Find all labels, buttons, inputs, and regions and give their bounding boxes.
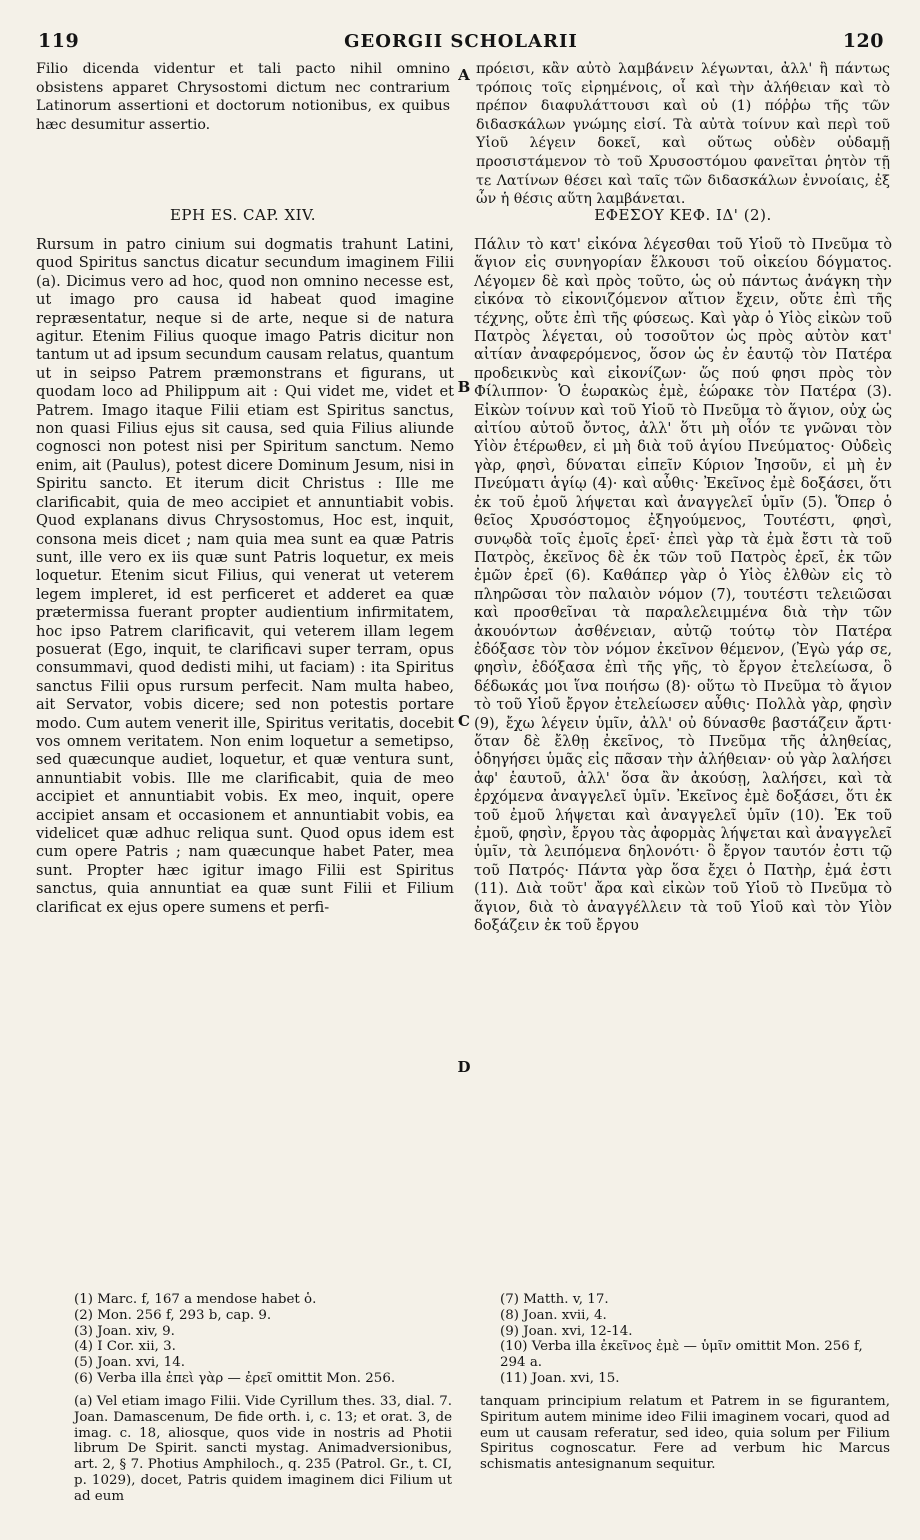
margin-letter-d: D <box>457 1058 471 1076</box>
note: (5) Joan. xvi, 14. <box>74 1355 185 1371</box>
note: (11) Joan. xvi, 15. <box>500 1370 620 1386</box>
section-title-greek: ΕΦΕΣΟΥ ΚΕΦ. ΙΔ' (2). <box>594 206 772 224</box>
notes-right <box>500 1292 890 1387</box>
page-header <box>38 30 884 56</box>
intro-latin: Filio dicenda videntur et tali pacto nihil omnino obsistens apparet Chrysostomi dictum nec contrarium Latinorum assertioni et doctorum notionibus, ex quibus hæc desumitur assertio. <box>36 61 450 133</box>
page-number-left: 119 <box>38 30 80 52</box>
margin-letter-b: B <box>457 378 471 396</box>
note: (8) Joan. xvii, 4. <box>500 1307 607 1323</box>
margin-letter-c: C <box>458 712 470 730</box>
page-number-right: 120 <box>842 30 884 52</box>
section-title-latin: EPH ES. CAP. XIV. <box>169 206 317 224</box>
note: (3) Joan. xiv, 9. <box>74 1323 175 1339</box>
note: (10) Verba illa ἐκεῖνος ἐμὲ — ὑμῖν omittit Mon. 256 f, 294 a. <box>500 1339 863 1371</box>
running-title: GEORGII SCHOLARII <box>344 31 578 52</box>
footnote-a-left: (a) Vel etiam imago Filii. Vide Cyrillum thes. 33, dial. 7. Joan. Damascenum, De fide orth. i, c. 13; et orat. 3, de imag. c. 18, aliosque, quos vide in nostris ad Photii librum De Spirit. sancti mystag. Animadversionibus, art. 2, § 7. Photius Amphiloch., q. 235 (Patrol. Gr., t. CI, p. 1029), docet, Patris quidem imaginem dici Filium ut ad eum <box>74 1394 452 1504</box>
footnote-a-right: tanquam principium relatum et Patrem in se figurantem, Spiritum autem minime ideo Filii imaginem vocari, quod ad eum ut causam referatur, sed ideo, quia solum per Filium Spiritus cognoscatur. Fere ad verbum hic Marcus schismatis antesignanum sequitur. <box>480 1394 890 1473</box>
note: (4) I Cor. xii, 3. <box>74 1339 176 1355</box>
notes-left <box>74 1292 454 1387</box>
note: (7) Matth. v, 17. <box>500 1292 609 1307</box>
greek-text: Πάλιν τὸ κατ' εἰκόνα λέγεσθαι τοῦ Υἱοῦ τὸ Πνεῦμα τὸ ἅγιον εἰς συνηγορίαν ἕλκουσι τοῦ οἰκείου δόγματος. Λέγομεν δὲ καὶ πρὸς τοῦτο, ὡς οὐ πάντως ἀνάγκη τὴν εἰκόνα τὸ εἰκονιζόμενον αἴτιον ἔχειν, οὔτε ἐπὶ τῆς τέχνης, οὔτε ἐπὶ τῆς φύσεως. Καὶ γὰρ ὁ Υἱὸς εἰκὼν τοῦ Πατρὸς λέγεται, οὐ τοσοῦτον ὡς πρὸς αὐτὸν κατ' αἰτίαν ἀναφερόμενος, ὅσον ὡς ἐν ἑαυτῷ τὸν Πατέρα προδεικνὺς καὶ εἰκονίζων· ὥς πού φησι πρὸς τὸν Φίλιππον· Ὁ ἑωρακὼς ἐμὲ, ἑώρακε τὸν Πατέρα (3). Εἰκὼν τοίνυν καὶ τοῦ Υἱοῦ τὸ Πνεῦμα τὸ ἅγιον, οὐχ ὡς αἰτίου αὐτοῦ ὄντος, ἀλλ' ὅτι μὴ οἷόν τε γνῶναι τὸν Υἱὸν ἑτέρωθεν, εἰ μὴ διὰ τοῦ ἁγίου Πνεύματος· Οὐδεὶς γὰρ, φησὶ, δύναται εἰπεῖν Κύριον Ἰησοῦν, εἰ μὴ ἐν Πνεύματι ἁγίῳ (4)· καὶ αὖθις· Ἐκεῖνος ἐμὲ δοξάσει, ὅτι ἐκ τοῦ ἐμοῦ λήψεται καὶ ἀναγγελεῖ ὑμῖν (5). Ὅπερ ὁ θεῖος Χρυσόστομος ἐξηγούμενος, Τουτέστι, φησὶ, συνῳδὰ τοῖς ἐμοῖς ἐρεῖ· ἐπεὶ γὰρ τὰ ἐμὰ ἔστι τὰ τοῦ Πατρὸς, ἐκεῖνος δὲ ἐκ τῶν τοῦ Πατρὸς ἐρεῖ, ἐκ τῶν ἐμῶν ἐρεῖ (6). Καθάπερ γὰρ ὁ Υἱὸς ἐλθὼν εἰς τὸ πληρῶσαι τὸν παλαιὸν νόμον (7), τουτέστι τελειῶσαι καὶ προσθεῖναι τὰ παραλελειμμένα διὰ τὴν τῶν ἀκουόντων ἀσθένειαν, αὐτῷ τούτῳ τὸν Πατέρα ἐδόξασε τὸν τὸν νόμον ἐκεῖνον θέμενον, (Ἐγὼ γάρ σε, φησὶν, ἐδόξασα ἐπὶ τῆς γῆς, τὸ ἔργον ἐτελείωσα, ὃ δέδωκάς μοι ἵνα ποιήσω (8)· οὕτω τὸ Πνεῦμα τὸ ἅγιον τὸ τοῦ Υἱοῦ ἔργον ἐτελείωσεν αὖθις· Πολλὰ γὰρ, φησὶν (9), ἔχω λέγειν ὑμῖν, ἀλλ' οὐ δύνασθε βαστάζειν ἄρτι· ὅταν δὲ ἔλθῃ ἐκεῖνος, τὸ Πνεῦμα τῆς ἀληθείας, ὁδηγήσει ὑμᾶς εἰς πᾶσαν τὴν ἀλήθειαν· οὐ γὰρ λαλήσει ἀφ' ἑαυτοῦ, ἀλλ' ὅσα ἂν ἀκούσῃ, λαλήσει, καὶ τὰ ἐρχόμενα ἀναγγελεῖ ὑμῖν. Ἐκεῖνος ἐμὲ δοξάσει, ὅτι ἐκ τοῦ ἐμοῦ λήψεται καὶ ἀναγγελεῖ ὑμῖν (10). Ἐκ τοῦ ἐμοῦ, φησὶν, ἔργου τὰς ἀφορμὰς λήψεται καὶ ἀναγγελεῖ ὑμῖν, τὰ λειπόμενα δηλονότι· ὃ ἔργον ταυτόν ἐστι τῷ τοῦ Πατρός· Πάντα γὰρ ὅσα ἔχει ὁ Πατὴρ, ἐμά ἐστι (11). Διὰ τοῦτ' ἄρα καὶ εἰκὼν τοῦ Υἱοῦ τὸ Πνεῦμα τὸ ἅγιον, διὰ τὸ ἀναγγέλλειν τὰ τοῦ Υἱοῦ καὶ τὸν Υἱὸν δοξάζειν ἐκ τοῦ ἔργου <box>474 236 892 935</box>
intro-greek: πρόεισι, κἂν αὐτὸ λαμβάνειν λέγωνται, ἀλλ' ἢ πάντως τρόποις τοῖς εἰρημένοις, οἷ καὶ τὴν ἀλήθειαν καὶ τὸ πρέπον διαφυλάττουσι καὶ οὐ (1) πόῤῥω τῆς τῶν διδασκάλων γνώμης εἰσί. Τὰ αὐτὰ τοίνυν καὶ περὶ τοῦ Υἱοῦ λέγειν δοκεῖ, καὶ οὕτως οὐδὲν οὐδαμῇ προσιστάμενον τὸ τοῦ Χρυσοστόμου φανεῖται ῥητὸν τῇ τε Λατίνων θέσει καὶ ταῖς τῶν διδασκάλων ἐννοίαις, ἐξ ὧν ἡ θέσις αὕτη λαμβάνεται. <box>476 61 890 208</box>
latin-text: Rursum in patro cinium sui dogmatis trahunt Latini, quod Spiritus sanctus dicatur secundum imaginem Filii (a). Dicimus vero ad hoc, quod non omnino necesse est, ut imago pro causa id habeat quod imagine repræsentatur, neque si de arte, neque si de natura agitur. Etenim Filius quoque imago Patris dicitur non tantum ut ad ipsum secundum causam relatus, quantum ut in seipso Patrem præmonstrans et figurans, ut quodam loco ad Philippum ait : Qui videt me, videt et Patrem. Imago itaque Filii etiam est Spiritus sanctus, non quasi Filius ejus sit causa, sed quia Filius aliunde cognosci non potest nisi per Spiritum sanctum. Nemo enim, ait (Paulus), potest dicere Dominum Jesum, nisi in Spiritu sancto. Et iterum dicit Christus : Ille me clarificabit, quia de meo accipiet et annuntiabit vobis. Quod explanans divus Chrysostomus, Hoc est, inquit, consona meis dicet ; nam quia mea sunt ea quæ Patris sunt, ille vero ex iis quæ sunt Patris loquetur, ex meis loquetur. Etenim sicut Filius, qui venerat ut veterem legem impleret, id est perficeret et adderet ea quæ prætermissa fuerant propter audientium infirmitatem, hoc ipso Patrem clarificavit, qui veterem illam legem posuerat (Ego, inquit, te clarificavi super terram, opus consummavi, quod dedisti mihi, ut faciam) : ita Spiritus sanctus Filii opus rursum perfecit. Nam multa habeo, ait Servator, vobis dicere; sed non potestis portare modo. Cum autem venerit ille, Spiritus veritatis, docebit vos omnem veritatem. Non enim loquetur a semetipso, sed quæcunque audiet, loquetur, et quæ ventura sunt, annuntiabit vobis. Ille me clarificabit, quia de meo accipiet et annuntiabit vobis. Ex meo, inquit, opere accipiet ansam et occasionem et annuntiabit vobis, ea videlicet quæ adhuc reliqua sunt. Quod opus idem est cum opere Patris ; nam quæcunque habet Pater, mea sunt. Propter hæc igitur imago Filii est Spiritus sanctus, quia annuntiat ea quæ sunt Filii et Filium clarificat ex ejus opere sumens et perfi- <box>36 236 454 916</box>
note: (6) Verba illa ἐπεὶ γὰρ — ἐρεῖ omittit Mon. 256. <box>74 1370 396 1386</box>
section-titles <box>36 206 890 224</box>
note: (1) Marc. f, 167 a mendose habet ὁ. <box>74 1292 317 1307</box>
greek-column <box>474 236 892 935</box>
latin-column <box>36 236 454 917</box>
note: (9) Joan. xvi, 12-14. <box>500 1323 633 1339</box>
note: (2) Mon. 256 f, 293 b, cap. 9. <box>74 1307 272 1323</box>
margin-letter-a: A <box>458 66 470 84</box>
